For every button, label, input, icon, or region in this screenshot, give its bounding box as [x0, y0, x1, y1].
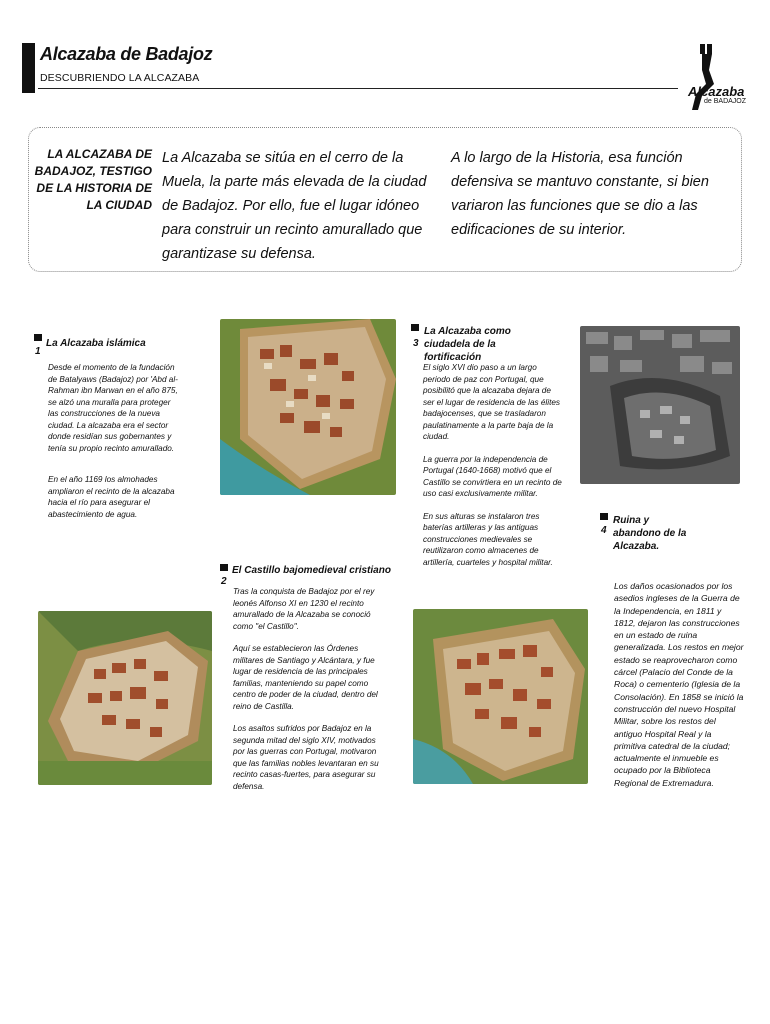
section-1-number: 1 — [35, 346, 41, 357]
logo-wordmark: Alcazaba — [688, 84, 745, 99]
section-1-paragraph: Desde el momento de la fundación de Batalyaws (Badajoz) por 'Abd al-Rahman ibn Marwan en el año 875, se alzó una muralla para proteger las construcciones de la nueva ciudad. La alcazaba era el sector donde residían sus gobernantes y tenía su propio recinto amurallado. — [48, 363, 178, 453]
section-4-marker — [600, 513, 608, 520]
section-3-marker — [411, 324, 419, 331]
page-title: Alcazaba de Badajoz — [40, 44, 213, 64]
intro-paragraph-1: La Alcazaba se sitúa en el cerro de la Muela, la parte más elevada de la ciudad de Badajoz. Por ello, fue el lugar idóneo para construir un recinto amurallado que garantizase su defensa. — [162, 150, 427, 262]
intro-heading: LA ALCAZABA DE BADAJOZ, TESTIGO DE LA HISTORIA DE LA CIUDAD — [34, 147, 152, 212]
section-4-body — [614, 580, 744, 800]
alcazaba-illustration-2 — [38, 611, 212, 785]
section-2-marker — [220, 564, 228, 571]
section-3-title: La Alcazaba como ciudadela de la fortificación — [424, 326, 511, 363]
header-divider — [38, 88, 678, 89]
section-2-paragraph: Aquí se establecieron las Órdenes militares de Santiago y Alcántara, y fue lugar de residencia de las principales familias, manteniendo su papel como centro de poder de la ciudad, dentro del reino de Castilla. — [233, 644, 378, 711]
aerial-photo-image — [580, 326, 740, 484]
section-3-body — [423, 362, 563, 579]
section-2-title: El Castillo bajomedieval cristiano — [232, 565, 391, 576]
section-3-paragraph: El siglo XVI dio paso a un largo periodo de paz con Portugal, que posibilitó que la alcazaba dejara de ser el lugar de residencia de las élites badajocenses, que se trasladaron paulatinamente a la parte baja de la ciudad. — [423, 363, 560, 441]
section-4-number: 4 — [601, 525, 607, 536]
logo-subtext: de BADAJOZ — [704, 98, 747, 105]
section-2-number: 2 — [221, 576, 227, 587]
section-3-paragraph: La guerra por la independencia de Portugal (1640-1668) motivó que el Castillo se convirtiera en un recinto de uso casi exclusivamente militar. — [423, 454, 562, 498]
alcazaba-illustration-1 — [220, 319, 396, 495]
section-2-paragraph: Tras la conquista de Badajoz por el rey leonés Alfonso XI en 1230 el recinto amurallado de la Alcazaba se conoció como "el Castillo". — [233, 587, 375, 631]
section-3-paragraph: En sus alturas se instalaron tres baterías artilleras y las antiguas construcciones medievales se reutilizaron como almacenes de artillería, cuarteles y hospital militar. — [423, 511, 553, 567]
section-3-number: 3 — [413, 338, 419, 349]
section-1-marker — [34, 334, 42, 341]
section-1-body — [48, 362, 178, 531]
section-4-title: Ruina y abandono de la Alcazaba. — [613, 515, 687, 552]
section-4-paragraph: Los daños ocasionados por los asedios ingleses de la Guerra de la Independencia, en 1811 y 1812, dejaron las construcciones en un estado de ruina generalizada. Los restos en mejor estado se reaprovecharon como cárcel (Palacio del Conde de la Roca) o cementerio (Iglesia de la Consolación). En 1858 se inició la construcción del nuevo Hospital Militar, sobre los restos del antiguo Hospital Real y la primitiva catedral de la ciudad; actualmente el inmueble es ocupado por la Biblioteca Regional de Extremadura. — [614, 581, 744, 788]
section-2-body — [233, 586, 383, 803]
intro-paragraph-2: A lo largo de la Historia, esa función defensiva se mantuvo constante, si bien variaron las funciones que se dio a las edificaciones de su interior. — [451, 150, 709, 238]
section-2-paragraph: Los asaltos sufridos por Badajoz en la segunda mitad del siglo XIV, motivados por las guerras con Portugal, motivaron que las familias nobles levantaran en su recinto casas-fuertes, para asegurar su defensa. — [233, 724, 379, 791]
alcazaba-illustration-3 — [413, 609, 588, 784]
alcazaba-logo-icon — [678, 40, 748, 120]
section-1-title: La Alcazaba islámica — [46, 338, 146, 349]
section-1-paragraph: En el año 1169 los almohades ampliaron el recinto de la alcazaba hacia el río para asegurar el abastecimiento de agua. — [48, 475, 175, 519]
page-subtitle: DESCUBRIENDO LA ALCAZABA — [40, 72, 200, 84]
header-marker — [22, 43, 35, 93]
